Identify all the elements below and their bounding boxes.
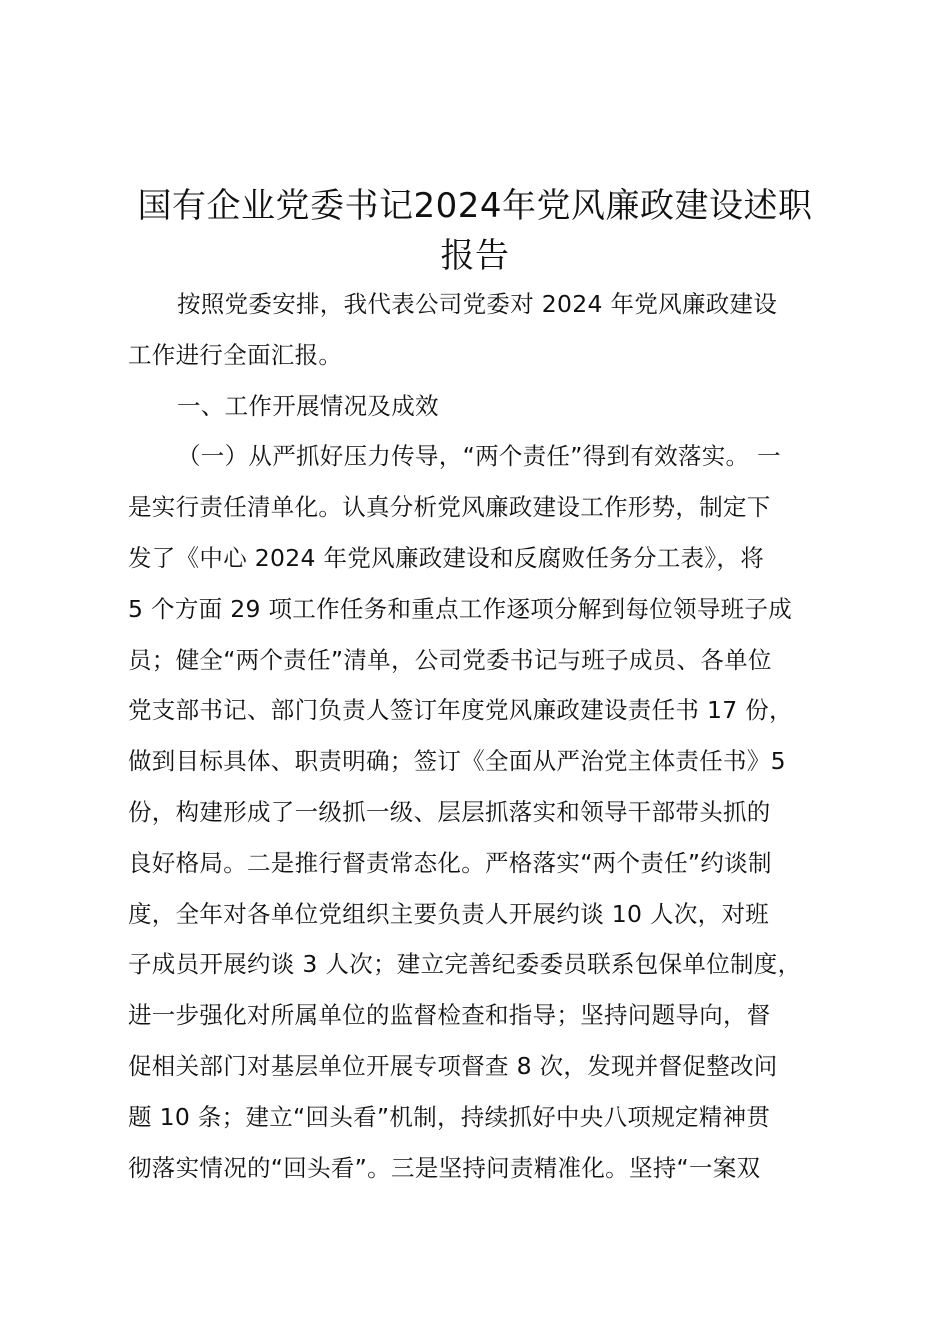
- paragraph-line: 份，构建形成了一级抓一级、层层抓落实和领导干部带头抓的: [128, 797, 771, 826]
- paragraph-intro-line-1: 按照党委安排，我代表公司党委对 2024 年党风廉政建设: [177, 290, 778, 318]
- paragraph-line: 良好格局。二是推行督责常态化。严格落实“两个责任”约谈制: [128, 848, 772, 877]
- document-title: [120, 181, 830, 281]
- title-line-1: 国有企业党委书记2024年党风廉政建设述职: [137, 186, 813, 226]
- paragraph-line: 是实行责任清单化。认真分析党风廉政建设工作形势，制定下: [128, 493, 771, 522]
- section-heading: 一、工作开展情况及成效: [177, 391, 439, 420]
- paragraph-line: 做到目标具体、职责明确；签订《全面从严治党主体责任书》5: [128, 747, 786, 776]
- paragraph-intro-line-2: 工作进行全面汇报。: [128, 340, 343, 369]
- paragraph-line: 题 10 条；建立“回头看”机制，持续抓好中央八项规定精神贯: [128, 1102, 771, 1131]
- paragraph-line: 彻落实情况的“回头看”。三是坚持问责精准化。坚持“一案双: [128, 1153, 761, 1182]
- paragraph-line: （一）从严抓好压力传导，“两个责任”得到有效落实。 一: [177, 442, 781, 471]
- paragraph-line: 5 个方面 29 项工作任务和重点工作逐项分解到每位领导班子成: [128, 594, 793, 623]
- paragraph-line: 员；健全“两个责任”清单，公司党委书记与班子成员、各单位: [128, 645, 772, 674]
- document-body: [128, 279, 858, 1193]
- paragraph-line: 促相关部门对基层单位开展专项督查 8 次，发现并督促整改问: [128, 1051, 778, 1080]
- paragraph-line: 党支部书记、部门负责人签订年度党风廉政建设责任书 17 份，: [128, 696, 793, 725]
- paragraph-line: 发了《中心 2024 年党风廉政建设和反腐败任务分工表》，将: [128, 543, 764, 572]
- paragraph-line: 进一步强化对所属单位的监督检查和指导；坚持问题导向，督: [128, 1001, 771, 1030]
- paragraph-line: 子成员开展约谈 3 人次；建立完善纪委委员联系包保单位制度，: [128, 950, 802, 979]
- title-line-2: 报告: [440, 236, 510, 276]
- paragraph-line: 度，全年对各单位党组织主要负责人开展约谈 10 人次，对班: [128, 899, 770, 928]
